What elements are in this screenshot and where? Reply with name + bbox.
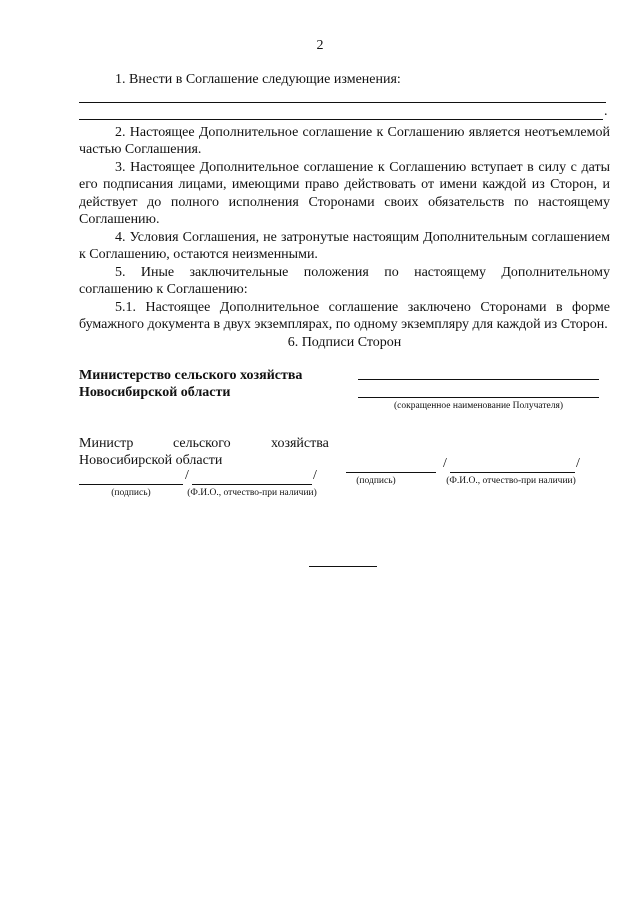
signatory-title-word-2: сельского [173,436,231,451]
right-signature-caption: (подпись) [356,476,396,486]
right-fio-caption: (Ф.И.О., отчество-при наличии) [446,476,576,486]
paragraph-4: 4. Условия Соглашения, не затронутые настоящим Дополнительным соглашением к Соглашению, остаются неизменными. [79,229,610,262]
signatory-title-line2: Новосибирской области [79,453,223,468]
signatures-heading: 6. Подписи Сторон [287,334,402,350]
right-signature-line [346,472,436,473]
recipient-name-caption: (сокращенное наименование Получателя) [393,401,564,411]
right-slash-2: / [576,456,580,471]
page-number: 2 [316,38,324,53]
paragraph-5-1: 5.1. Настоящее Дополнительное соглашение заключено Сторонами в форме бумажного документа в двух экземплярах, по одному экземпляру для каждой из Сторон. [79,299,610,332]
right-fio-line [450,472,575,473]
fill-line-period: . [604,104,608,119]
left-signature-line [79,484,183,485]
recipient-name-line-1 [358,379,599,380]
paragraph-5: 5. Иные заключительные положения по настоящему Дополнительному соглашению к Соглашению: [79,264,610,297]
paragraph-1: 1. Внести в Соглашение следующие изменения: [115,72,401,87]
left-fio-line [192,484,312,485]
fill-line-2 [79,106,610,123]
left-party-name-line2: Новосибирской области [79,385,231,400]
left-fio-caption: (Ф.И.О., отчество-при наличии) [187,488,317,498]
signatory-title-word-3: хозяйства [271,436,329,451]
end-of-document-line [309,566,377,567]
right-slash-1: / [443,456,447,471]
paragraph-2: 2. Настоящее Дополнительное соглашение к Соглашению является неотъемлемой частью Соглашения. [79,124,610,157]
fill-line-1 [79,89,610,106]
recipient-name-line-2 [358,397,599,398]
left-slash-2: / [313,468,317,483]
left-party-name-line1: Министерство сельского хозяйства [79,368,303,383]
left-slash-1: / [185,468,189,483]
paragraph-3: 3. Настоящее Дополнительное соглашение к Соглашению вступает в силу с даты его подписания лицами, имеющими право действовать от имени каждой из Сторон, и действует до полного исполнения Сторонами своих обязательств по настоящему Соглашению. [79,159,610,227]
document-body [79,71,610,351]
signatory-title-word-1: Министр [79,436,134,451]
left-signature-caption: (подпись) [111,488,151,498]
